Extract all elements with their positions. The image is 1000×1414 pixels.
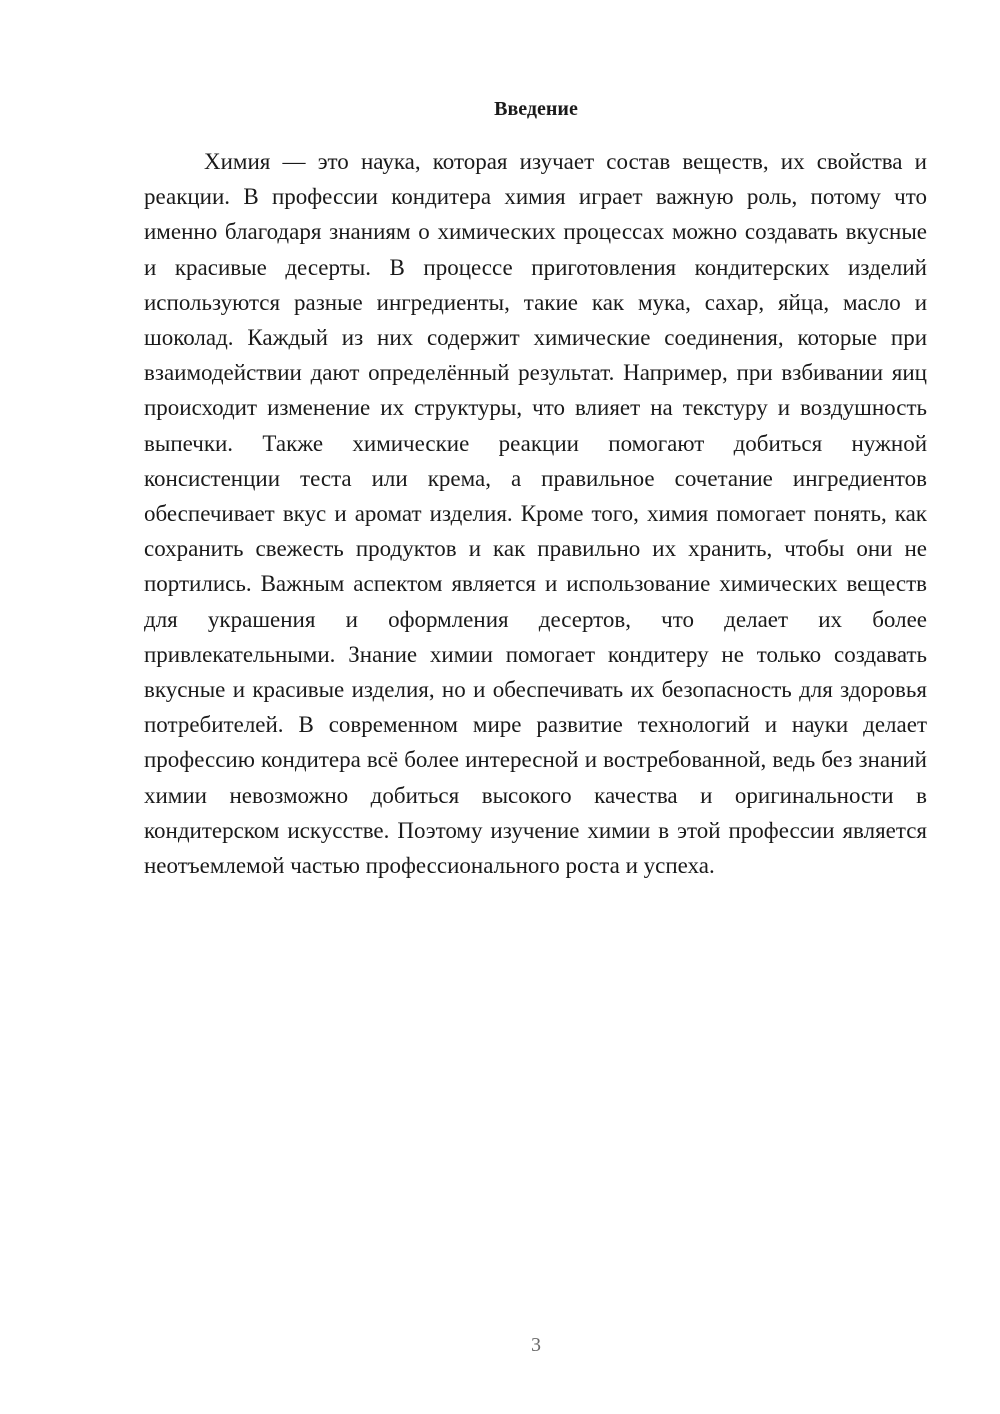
section-heading: Введение: [494, 98, 578, 120]
page-number: 3: [531, 1334, 541, 1356]
body-paragraph: Химия — это наука, которая изучает состав веществ, их свойства и реакции. В профессии кондитера химия играет важную роль, потому что именно благодаря знаниям о химических процессах можно создавать вкусные и красивые десерты. В процессе приготовления кондитерских изделий используются разные ингредиенты, такие как мука, сахар, яйца, масло и шоколад. Каждый из них содержит химические соединения, которые при взаимодействии дают определённый результат. Например, при взбивании яиц происходит изменение их структуры, что влияет на текстуру и воздушность выпечки. Также химические реакции помогают добиться нужной консистенции теста или крема, а правильное сочетание ингредиентов обеспечивает вкус и аромат изделия. Кроме того, химия помогает понять, как сохранить свежесть продуктов и как правильно их хранить, чтобы они не портились. Важным аспектом является и использование химических веществ для украшения и оформления десертов, что делает их более привлекательными. Знание химии помогает кондитеру не только создавать вкусные и красивые изделия, но и обеспечивать их безопасность для здоровья потребителей. В современном мире развитие технологий и науки делает профессию кондитера всё более интересной и востребованной, ведь без знаний химии невозможно добиться высокого качества и оригинальности в кондитерском искусстве. Поэтому изучение химии в этой профессии является неотъемлемой частью профессионального роста и успеха.: [144, 149, 927, 879]
